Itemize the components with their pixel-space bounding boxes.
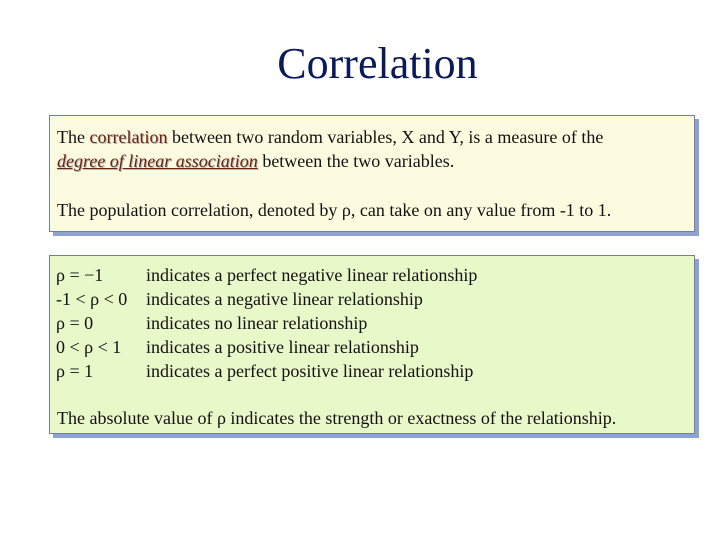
definition-line-2-suffix: between the two variables. [257, 151, 455, 171]
linear-association-term: degree of linear association [57, 151, 258, 171]
meaning-cell: indicates a negative linear relationship [146, 289, 423, 309]
definition-box [49, 115, 695, 232]
absolute-value-note: The absolute value of ρ indicates the strength or exactness of the relationship. [57, 408, 617, 428]
table-row [56, 287, 477, 311]
table-row [56, 359, 477, 383]
definition-prefix: The [57, 127, 90, 147]
interpretation-table [56, 263, 477, 383]
table-row [56, 263, 477, 287]
condition-cell: 0 < ρ < 1 [56, 337, 122, 357]
meaning-cell: indicates a perfect negative linear relationship [146, 265, 478, 285]
meaning-cell: indicates a perfect positive linear relationship [146, 361, 474, 381]
condition-cell: ρ = −1 [56, 265, 104, 285]
condition-cell: ρ = 0 [56, 313, 94, 333]
definition-suffix: between two random variables, X and Y, is a measure of the [167, 127, 604, 147]
meaning-cell: indicates a positive linear relationship [146, 337, 419, 357]
definition-line-2 [57, 149, 454, 173]
interpretation-box [49, 255, 695, 434]
correlation-term: correlation [89, 127, 168, 147]
definition-line-1 [57, 125, 603, 149]
condition-cell: ρ = 1 [56, 361, 94, 381]
table-row [56, 335, 477, 359]
slide-title: Correlation [277, 39, 478, 88]
population-correlation-note: The population correlation, denoted by ρ, can take on any value from -1 to 1. [57, 200, 612, 220]
table-row [56, 311, 477, 335]
meaning-cell: indicates no linear relationship [146, 313, 368, 333]
condition-cell: -1 < ρ < 0 [56, 289, 128, 309]
